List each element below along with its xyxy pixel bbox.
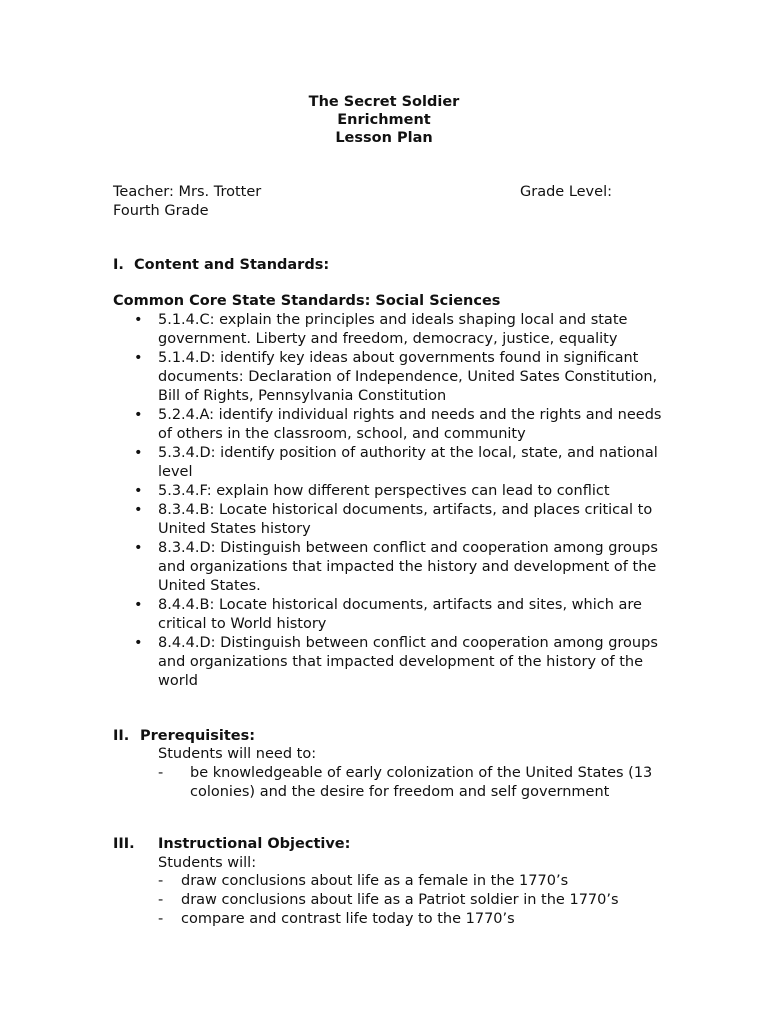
bullet-icon: •: [134, 350, 143, 366]
grade-level-label: Grade Level:: [520, 184, 612, 200]
bullet-icon: •: [134, 502, 143, 518]
grade-level-value: Fourth Grade: [113, 203, 209, 219]
bullet-icon: •: [134, 407, 143, 423]
standard-text: 5.2.4.A: identify individual rights and needs and the rights and needs of others in the classroom, school, and community: [158, 407, 662, 442]
section-2-heading: [113, 727, 255, 746]
standard-text: 8.4.4.B: Locate historical documents, artifacts and sites, which are critical to World history: [158, 597, 642, 632]
bullet-icon: •: [134, 483, 143, 499]
list-item: [113, 482, 673, 501]
bullet-icon: •: [134, 312, 143, 328]
list-item: [113, 501, 673, 539]
standard-text: 8.4.4.D: Distinguish between conflict and cooperation among groups and organizations that impacted development of the history of the world: [158, 635, 658, 689]
objective-text: draw conclusions about life as a female in the 1770’s: [181, 873, 569, 889]
list-item: [158, 891, 678, 910]
section-2-title: Prerequisites:: [140, 728, 256, 744]
title-line-2: Enrichment: [337, 112, 431, 128]
bullet-icon: •: [134, 540, 143, 556]
dash-marker: -: [158, 873, 164, 889]
objectives-intro: Students will:: [158, 855, 257, 871]
document-title: [0, 93, 768, 147]
standard-text: 5.3.4.F: explain how different perspectives can lead to conflict: [158, 483, 610, 499]
dash-marker: -: [158, 892, 164, 908]
standards-subheading: Common Core State Standards: Social Sciences: [113, 293, 501, 309]
standard-text: 5.1.4.C: explain the principles and ideals shaping local and state government. Liberty and freedom, democracy, justice, equality: [158, 312, 628, 347]
list-item: [158, 764, 658, 802]
objectives-list: [158, 872, 678, 929]
list-item: [113, 311, 673, 349]
list-item: [113, 444, 673, 482]
bullet-icon: •: [134, 635, 143, 651]
objective-text: draw conclusions about life as a Patriot soldier in the 1770’s: [181, 892, 619, 908]
list-item: [113, 539, 673, 596]
title-line-3: Lesson Plan: [335, 130, 433, 146]
standard-text: 5.1.4.D: identify key ideas about governments found in significant documents: Declaration of Independence, United Sates Constitution, Bill of Rights, Pennsylvania Constitution: [158, 350, 658, 404]
title-line-1: The Secret Soldier: [308, 94, 460, 110]
prerequisite-text: be knowledgeable of early colonization of the United States (13 colonies) and the desire for freedom and self government: [190, 765, 653, 800]
teacher-grade-line: [113, 183, 673, 219]
standard-text: 8.3.4.B: Locate historical documents, artifacts, and places critical to United States history: [158, 502, 653, 537]
standard-text: 5.3.4.D: identify position of authority at the local, state, and national level: [158, 445, 658, 480]
list-item: [113, 596, 673, 634]
standards-list: [113, 311, 673, 691]
teacher-name: Teacher: Mrs. Trotter: [113, 184, 262, 200]
objective-text: compare and contrast life today to the 1770’s: [181, 911, 515, 927]
section-1-title: Content and Standards:: [134, 257, 330, 273]
list-item: [158, 910, 678, 929]
section-3-title: Instructional Objective:: [158, 836, 351, 852]
list-item: [113, 406, 673, 444]
list-item: [158, 872, 678, 891]
section-3-heading: [113, 835, 350, 854]
prerequisites-list: [158, 764, 658, 802]
section-1-numeral: I.: [113, 257, 124, 273]
section-3-numeral: III.: [113, 836, 135, 852]
bullet-icon: •: [134, 445, 143, 461]
bullet-icon: •: [134, 597, 143, 613]
dash-marker: -: [158, 765, 164, 781]
standard-text: 8.3.4.D: Distinguish between conflict and cooperation among groups and organizations that impacted the history and development of the United States.: [158, 540, 658, 594]
list-item: [113, 349, 673, 406]
section-1-heading: [113, 256, 329, 275]
prerequisites-intro: Students will need to:: [158, 746, 317, 762]
list-item: [113, 634, 673, 691]
dash-marker: -: [158, 911, 164, 927]
section-2-numeral: II.: [113, 728, 130, 744]
